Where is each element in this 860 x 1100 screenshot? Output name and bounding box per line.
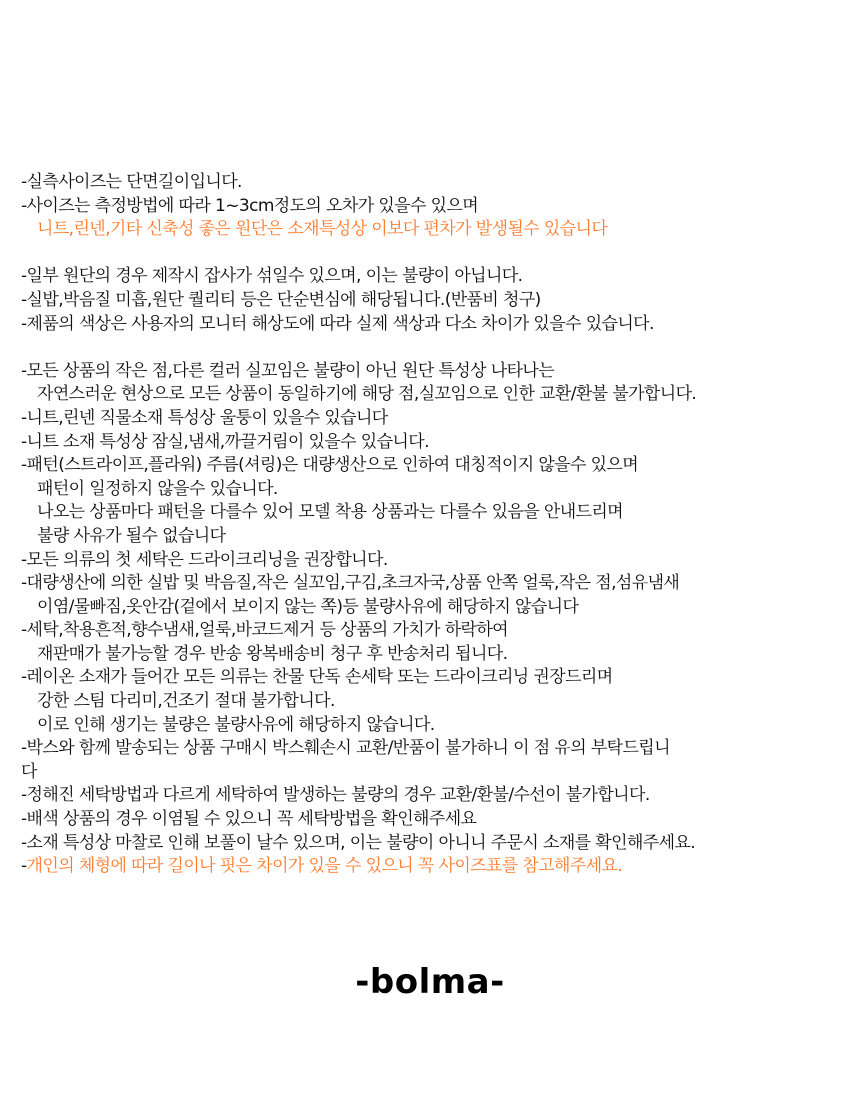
notice-line [21,289,851,313]
bullet-dash: - [21,313,27,334]
notice-line [21,525,851,549]
notice-line [21,431,851,455]
notice-text: 자연스러운 현상으로 모든 상품이 동일하기에 해당 점,실꼬임으로 인한 교환/환불 불가합니다. [37,384,697,405]
bullet-dash: - [21,455,27,476]
notice-text: 니트,린넨,기타 신축성 좋은 원단은 소재특성상 이보다 편차가 발생될수 있습니다 [37,219,608,240]
notice-line [21,218,851,242]
product-notice [21,171,851,879]
bullet-dash: - [21,573,27,594]
bullet-dash: - [21,620,27,641]
notice-text: 사이즈는 측정방법에 따라 1~3cm정도의 오차가 있을수 있으며 [26,195,479,216]
notice-text: 다 [21,761,37,782]
notice-text: 패턴이 일정하지 않을수 있습니다. [37,478,278,499]
notice-text: 니트 소재 특성상 잠실,냄새,까끌거림이 있을수 있습니다. [26,431,429,452]
blank-line [21,242,851,266]
notice-line [21,784,851,808]
notice-line [21,666,851,690]
notice-text: 배색 상품의 경우 이염될 수 있으니 꼭 세탁방법을 확인해주세요 [26,809,477,830]
notice-text: 모든 상품의 작은 점,다른 컬러 실꼬임은 불량이 아닌 원단 특성상 나타나는 [26,360,555,381]
bullet-dash: - [21,785,27,806]
notice-line [21,619,851,643]
bullet-dash: - [21,738,27,759]
brand-logo: -bolma- [355,962,505,1002]
notice-line [21,761,851,785]
bullet-dash: - [21,407,27,428]
bullet-dash: - [21,195,27,216]
notice-text: 박스와 함께 발송되는 상품 구매시 박스훼손시 교환/반품이 불가하니 이 점 유의 부탁드립니 [26,738,670,759]
bullet-dash: - [21,360,27,381]
notice-line [21,313,851,337]
notice-text: 개인의 체형에 따라 길이나 핏은 차이가 있을 수 있으니 꼭 사이즈표를 참고해주세요. [26,856,623,877]
notice-text: 실측사이즈는 단면길이입니다. [26,172,242,192]
notice-line [21,808,851,832]
notice-line [21,690,851,714]
notice-text: 실밥,박음질 미흡,원단 퀄리티 등은 단순변심에 해당됩니다.(반품비 청구) [26,289,541,310]
notice-text: 불량 사유가 될수 없습니다 [37,525,226,546]
notice-text: 레이온 소재가 들어간 모든 의류는 찬물 단독 손세탁 또는 드라이크리닝 권장드리며 [26,667,613,688]
notice-line [21,478,851,502]
notice-text: 일부 원단의 경우 제작시 잡사가 섞일수 있으며, 이는 불량이 아닙니다. [26,266,523,287]
notice-text: 이로 인해 생기는 불량은 불량사유에 해당하지 않습니다. [37,714,435,735]
notice-line [21,360,851,384]
notice-line [21,714,851,738]
bullet-dash: - [21,856,27,877]
bullet-dash: - [21,172,27,192]
notice-line [21,855,851,879]
notice-text: 세탁,착용흔적,향수냄새,얼룩,바코드제거 등 상품의 가치가 하락하여 [26,620,508,641]
notice-text: 패턴(스트라이프,플라워) 주름(셔링)은 대량생산으로 인하여 대칭적이지 않을수 있으며 [26,455,639,476]
notice-line [21,195,851,219]
bullet-dash: - [21,289,27,310]
bullet-dash: - [21,549,27,570]
bullet-dash: - [21,667,27,688]
notice-text: 모든 의류의 첫 세탁은 드라이크리닝을 권장합니다. [26,549,388,570]
notice-line [21,454,851,478]
notice-text: 나오는 상품마다 패턴을 다를수 있어 모델 착용 상품과는 다를수 있음을 안내드리며 [37,502,623,523]
notice-text: 재판매가 불가능할 경우 반송 왕복배송비 청구 후 반송처리 됩니다. [37,643,508,664]
notice-line [21,549,851,573]
notice-text: 강한 스팀 다리미,건조기 절대 불가합니다. [37,691,335,712]
bullet-dash: - [21,431,27,452]
bullet-dash: - [21,809,27,830]
notice-line [21,171,851,195]
blank-line [21,336,851,360]
notice-line [21,737,851,761]
notice-text: 니트,린넨 직물소재 특성상 울퉁이 있을수 있습니다 [26,407,388,428]
notice-line [21,572,851,596]
notice-text: 이염/물빠짐,옷안감(겉에서 보이지 않는 쪽)등 불량사유에 해당하지 않습니다 [37,596,579,617]
notice-text: 정해진 세탁방법과 다르게 세탁하여 발생하는 불량의 경우 교환/환불/수선이 불가합니다. [26,785,650,806]
notice-line [21,643,851,667]
notice-text: 대량생산에 의한 실밥 및 박음질,작은 실꼬임,구김,초크자국,상품 안쪽 얼룩,작은 점,섬유냄새 [26,573,680,594]
bullet-dash: - [21,832,27,853]
bullet-dash: - [21,266,27,287]
notice-text: 소재 특성상 마찰로 인해 보풀이 날수 있으며, 이는 불량이 아니니 주문시 소재를 확인해주세요. [26,832,696,853]
notice-line [21,501,851,525]
notice-line [21,596,851,620]
notice-text: 제품의 색상은 사용자의 모니터 해상도에 따라 실제 색상과 다소 차이가 있을수 있습니다. [26,313,654,334]
notice-line [21,265,851,289]
notice-line [21,832,851,856]
notice-line [21,407,851,431]
notice-line [21,383,851,407]
